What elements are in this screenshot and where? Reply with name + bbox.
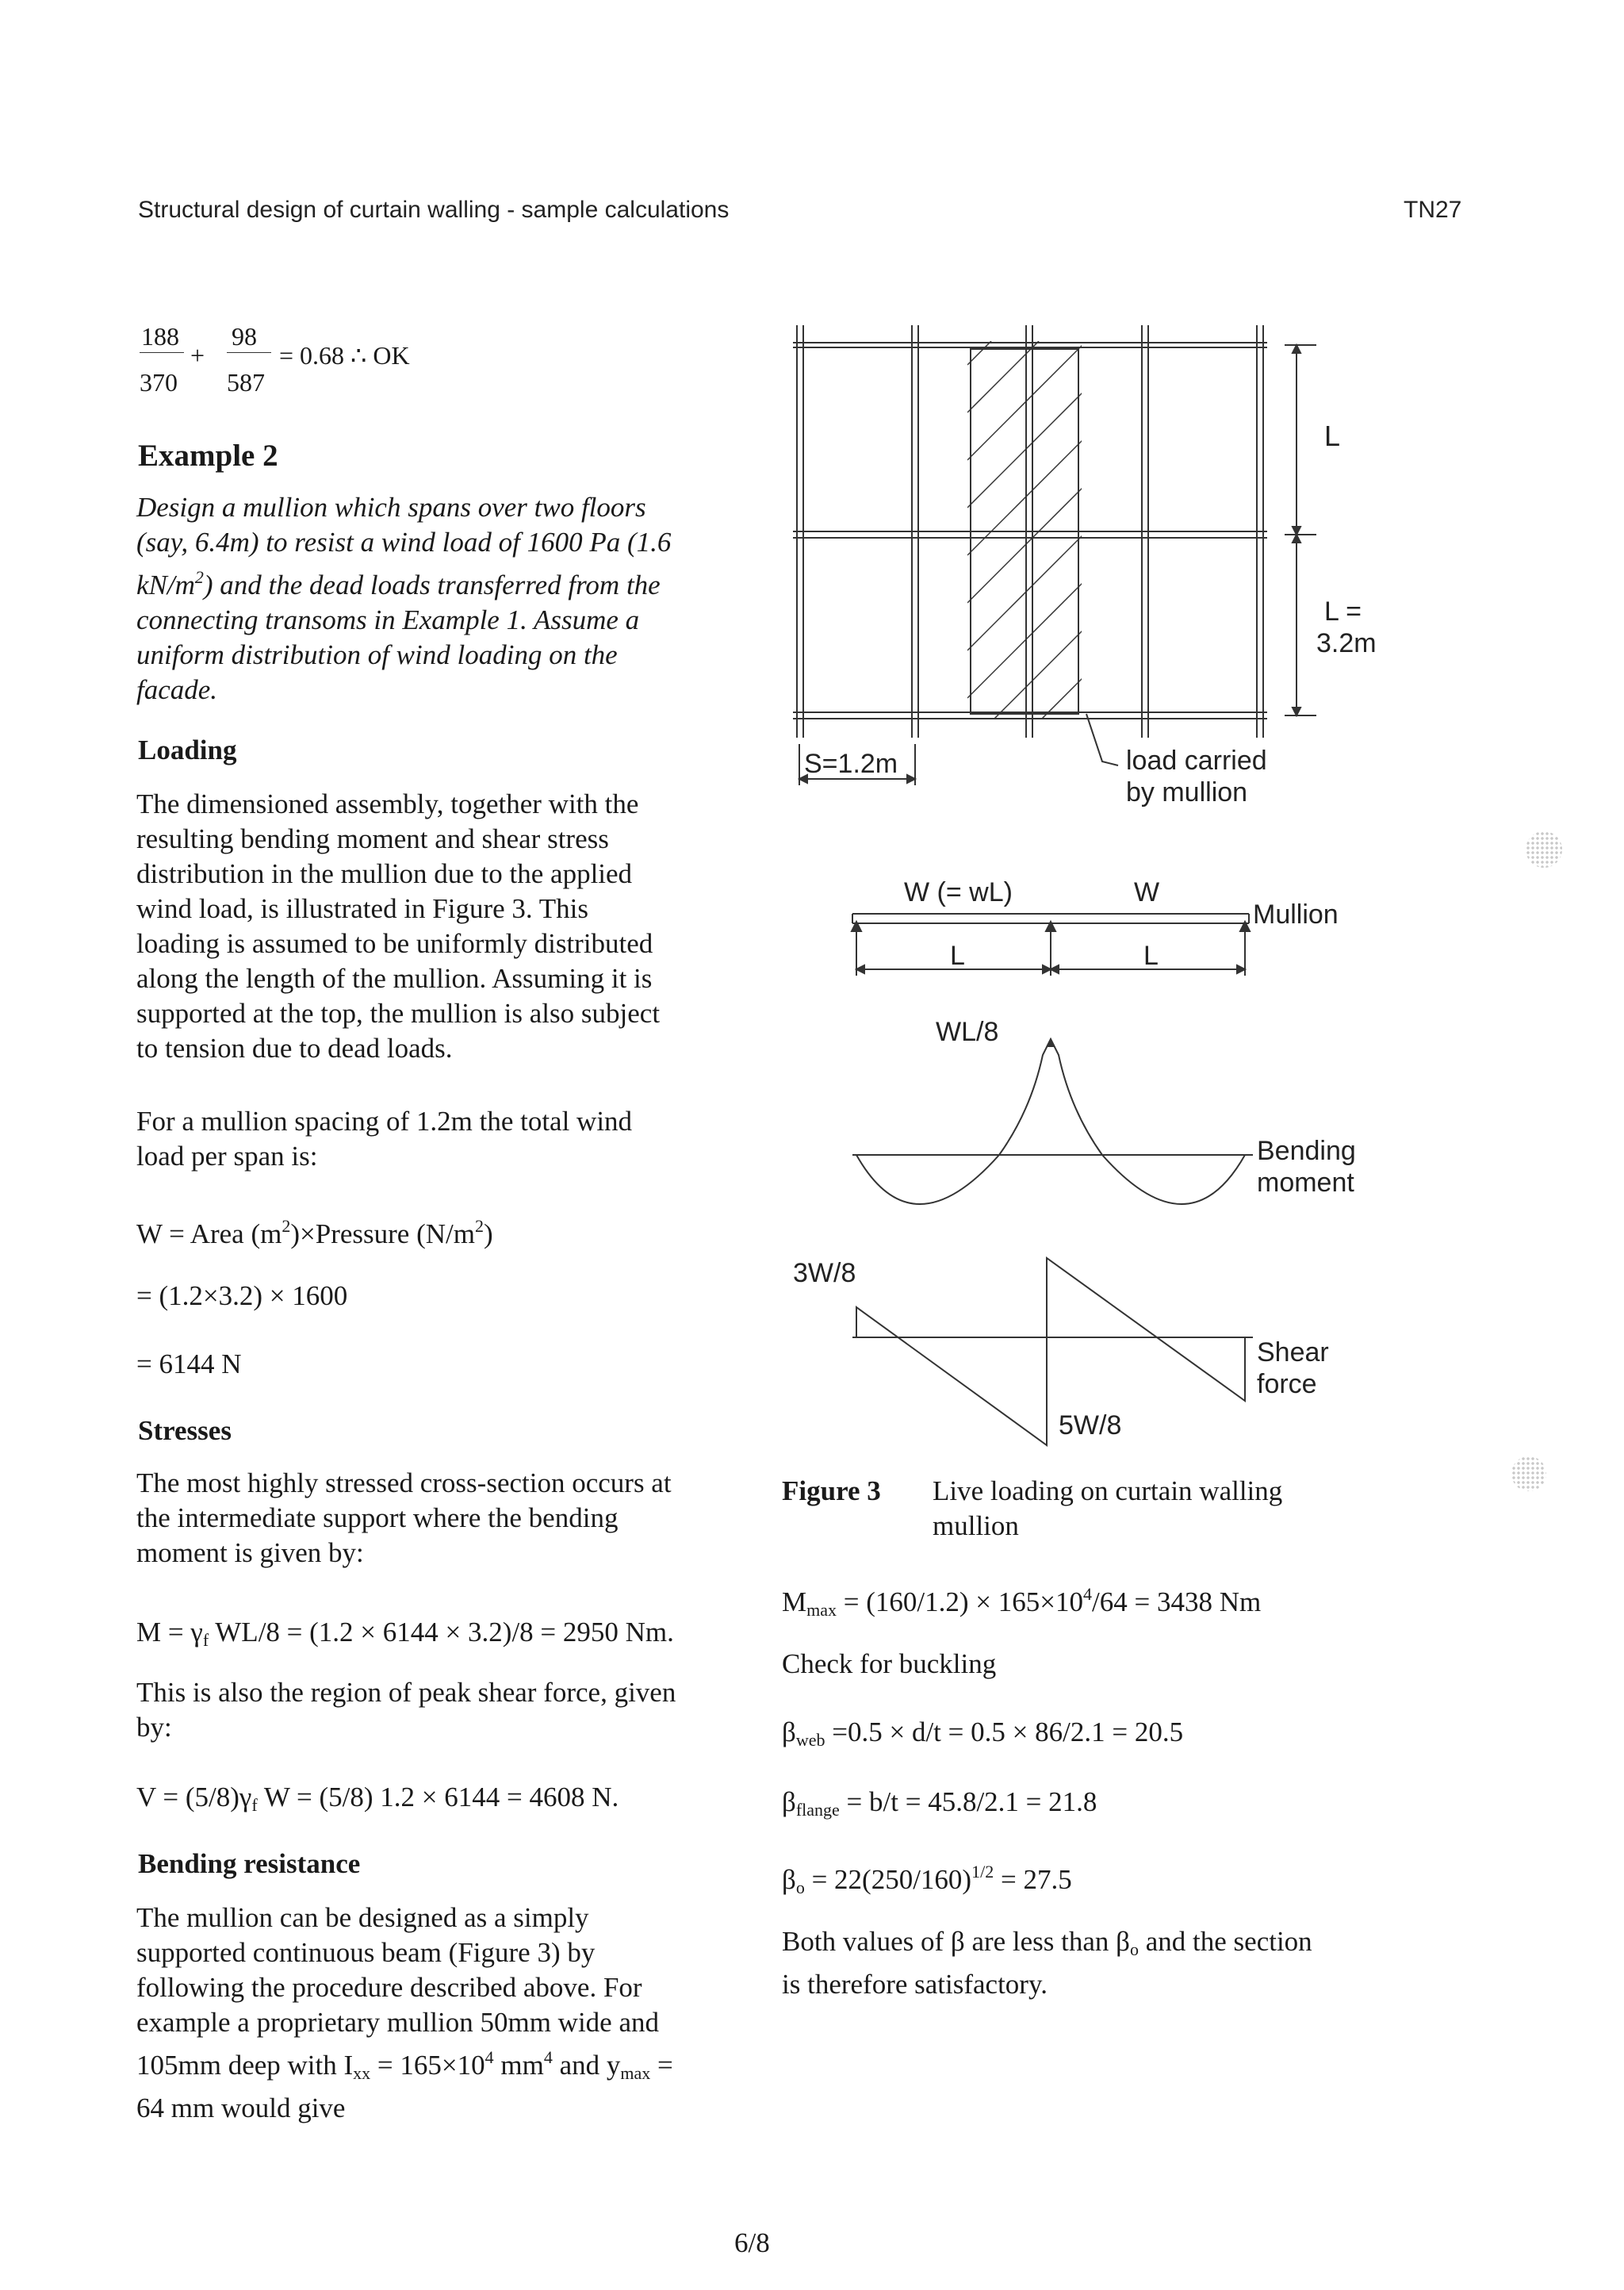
equation-total: = 6144 N bbox=[136, 1348, 242, 1379]
conclusion-line: Both values of β are less than $\beta_o$ and the section bbox=[782, 1926, 1312, 1959]
bending-heading: Bending resistance bbox=[138, 1848, 361, 1879]
example-intro bbox=[136, 490, 671, 708]
shear-label-5w8: 5W/8 bbox=[1059, 1410, 1122, 1440]
load-label-w1: W (= wL) bbox=[904, 877, 1013, 907]
figure-caption-number: Figure 3 bbox=[782, 1475, 881, 1506]
paragraph-line: to tension due to dead loads. bbox=[136, 1033, 453, 1064]
fraction-bar-1 bbox=[140, 352, 184, 353]
bending-paragraph bbox=[136, 1901, 673, 2126]
fraction-numerator-2: 98 bbox=[232, 322, 257, 351]
dimension-label-value: 3.2m bbox=[1316, 628, 1377, 658]
load-label-line1: load carried bbox=[1126, 746, 1267, 776]
loading-heading: Loading bbox=[138, 735, 237, 765]
bending-label-line1: Bending bbox=[1257, 1136, 1356, 1166]
shear-label-line1: Shear bbox=[1257, 1337, 1329, 1367]
header-code: TN27 bbox=[1404, 197, 1462, 223]
span-label-1: L bbox=[950, 941, 965, 971]
fraction-bar-2 bbox=[227, 352, 271, 353]
fraction-numerator-1: 188 bbox=[141, 322, 179, 351]
equation-beta-flange: $\beta_{flange} = b/t = 45.8/2.1 = 21.8$ bbox=[782, 1786, 1097, 1820]
paragraph-line: supported at the top, the mullion is also subject bbox=[136, 998, 661, 1029]
paragraph-line: supported continuous beam (Figure 3) by bbox=[136, 1937, 596, 1968]
page-number: 6/8 bbox=[734, 2227, 770, 2258]
leader-line bbox=[1086, 714, 1118, 765]
dimension-label-l-eq: L = bbox=[1324, 596, 1362, 627]
figure-caption-text bbox=[933, 1474, 1282, 1544]
example-title: Example 2 bbox=[138, 439, 278, 473]
equation-area: = (1.2×3.2) × 1600 bbox=[136, 1280, 348, 1311]
intro-line: $kN/m^2$) and the dead loads transferred from the bbox=[136, 567, 661, 600]
equation-moment: $M = \gamma_f$ WL/8 = (1.2 × 6144 × 3.2)/8 = 2950 Nm. bbox=[136, 1617, 674, 1650]
paragraph-line: The mullion can be designed as a simply bbox=[136, 1902, 589, 1933]
equation-wind-load: W = Area $(m^2)\times Pressure$ $(N/m^2)$ bbox=[136, 1216, 493, 1249]
paragraph-line: distribution in the mullion due to the applied bbox=[136, 858, 633, 889]
paragraph-line: moment is given by: bbox=[136, 1537, 364, 1568]
intro-line: facade. bbox=[136, 674, 218, 705]
paragraph-line: example a proprietary mullion 50mm wide and bbox=[136, 2007, 659, 2038]
intro-line: Design a mullion which spans over two floors bbox=[136, 492, 646, 523]
intro-line: connecting transoms in Example 1. Assume a bbox=[136, 604, 640, 635]
bending-peak-label: WL/8 bbox=[936, 1017, 999, 1047]
load-label-line2: by mullion bbox=[1126, 777, 1248, 807]
dimension-label-l: L bbox=[1324, 420, 1341, 452]
conclusion-line: is therefore satisfactory. bbox=[782, 1969, 1048, 2000]
facade-grid bbox=[793, 325, 1267, 738]
intro-line: uniform distribution of wind loading on the bbox=[136, 639, 618, 670]
fraction-denominator-1: 370 bbox=[140, 368, 178, 397]
buckling-heading: Check for buckling bbox=[782, 1648, 997, 1679]
load-label-w2: W bbox=[1134, 877, 1160, 907]
caption-line: Live loading on curtain walling bbox=[933, 1475, 1283, 1506]
paragraph-line: The dimensioned assembly, together with the bbox=[136, 788, 639, 819]
loading-paragraph-1 bbox=[136, 787, 660, 1066]
paragraph-line: The most highly stressed cross-section occurs at bbox=[136, 1467, 672, 1498]
equation-beta-web: $\beta_{web} =0.5 \times d/t = 0.5 \times 86/2.1 = 20.5$ bbox=[782, 1717, 1184, 1750]
spacing-label: S=1.2m bbox=[804, 749, 898, 779]
equation-mmax: $M_{max} = (160/1.2) \times 165\times 10^4/64 = 3438$ Nm bbox=[782, 1584, 1262, 1620]
paragraph-line: loading is assumed to be uniformly distributed bbox=[136, 928, 653, 959]
paragraph-line: along the length of the mullion. Assuming it is bbox=[136, 963, 653, 994]
header-title: Structural design of curtain walling - sample calculations bbox=[138, 197, 730, 223]
bending-moment-diagram bbox=[852, 1039, 1253, 1204]
paragraph-line: following the procedure described above. For bbox=[136, 1972, 642, 2003]
stresses-paragraph-2 bbox=[136, 1675, 676, 1745]
scan-mark bbox=[1511, 1456, 1546, 1491]
beam bbox=[852, 914, 1250, 976]
intro-line: (say, 6.4m) to resist a wind load of 1600 Pa (1.6 bbox=[136, 527, 672, 558]
paragraph-line: load per span is: bbox=[136, 1141, 318, 1172]
paragraph-line: 64 mm would give bbox=[136, 2092, 346, 2123]
stresses-paragraph-1 bbox=[136, 1466, 672, 1571]
fraction-denominator-2: 587 bbox=[227, 368, 265, 397]
paragraph-line: wind load, is illustrated in Figure 3. This bbox=[136, 893, 589, 924]
shear-label-line2: force bbox=[1257, 1369, 1317, 1399]
caption-line: mullion bbox=[933, 1510, 1019, 1541]
shear-force-diagram bbox=[852, 1258, 1253, 1445]
mullion-label: Mullion bbox=[1253, 900, 1339, 930]
loading-paragraph-2 bbox=[136, 1104, 632, 1174]
check-result: = 0.68 ∴ OK bbox=[279, 341, 410, 370]
paragraph-line: the intermediate support where the bending bbox=[136, 1502, 619, 1533]
conclusion bbox=[782, 1924, 1312, 2002]
equation-beta-o: $\beta_o = 22(250/160)^{1/2} = 27.5$ bbox=[782, 1862, 1072, 1897]
paragraph-line: 105mm deep with $I_{xx} = 165\times 10^4$ $mm^4$ and $y_{max}$ = bbox=[136, 2047, 673, 2083]
shear-label-3w8: 3W/8 bbox=[793, 1258, 856, 1288]
plus-sign: + bbox=[190, 341, 205, 370]
paragraph-line: For a mullion spacing of 1.2m the total wind bbox=[136, 1106, 633, 1137]
stresses-heading: Stresses bbox=[138, 1415, 232, 1446]
equation-shear: $V = (5/8)\gamma_f$ W = (5/8) 1.2 × 6144 = 4608 N. bbox=[136, 1782, 619, 1815]
paragraph-line: by: bbox=[136, 1712, 172, 1743]
vertical-dimension bbox=[1285, 345, 1316, 715]
scan-mark bbox=[1526, 831, 1562, 868]
span-label-2: L bbox=[1143, 941, 1159, 971]
bending-label-line2: moment bbox=[1257, 1168, 1354, 1198]
paragraph-line: resulting bending moment and shear stress bbox=[136, 823, 609, 854]
figure-3 bbox=[777, 309, 1411, 1460]
paragraph-line: This is also the region of peak shear force, given bbox=[136, 1677, 676, 1708]
